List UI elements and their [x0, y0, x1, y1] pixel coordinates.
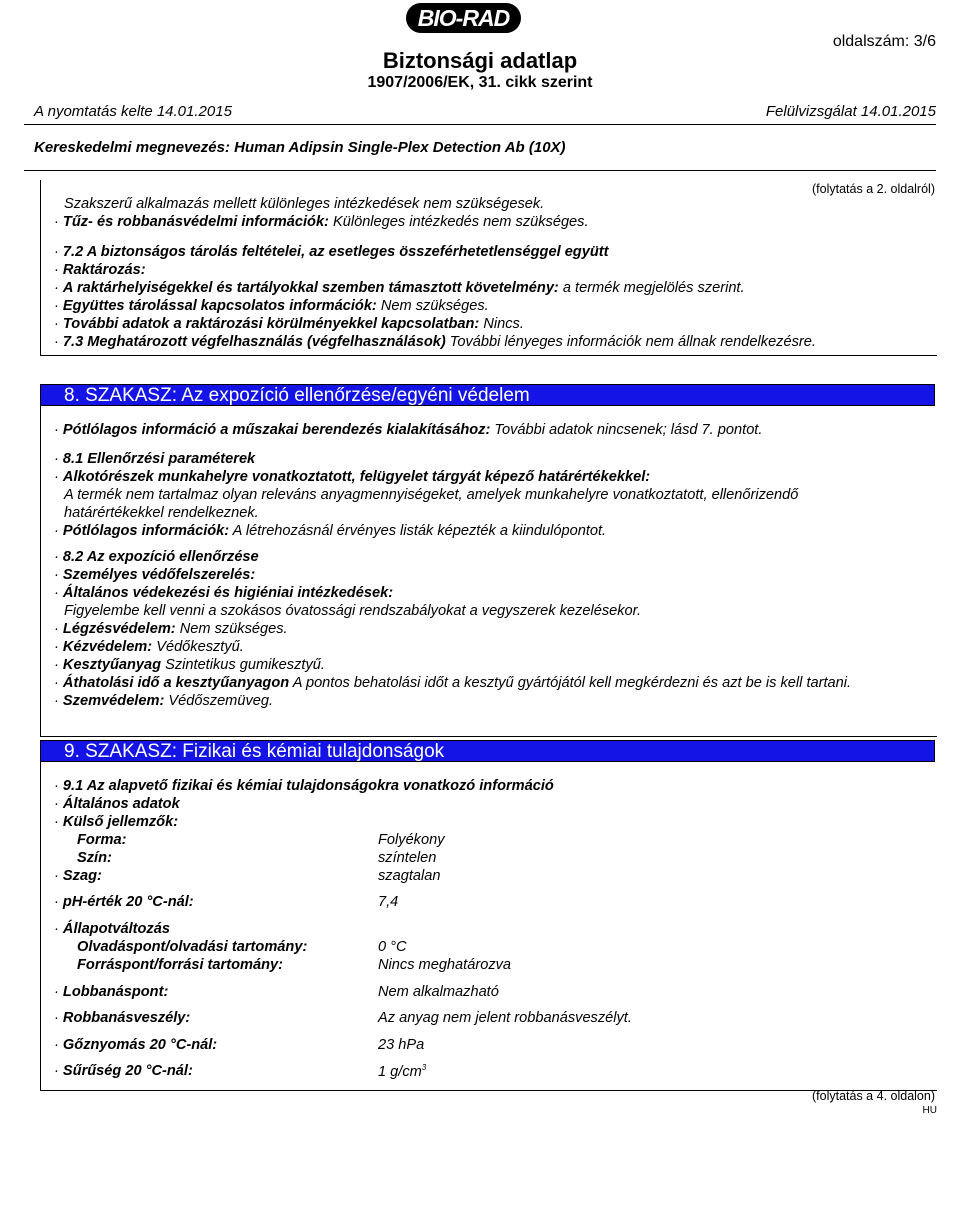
goz-value: 23 hPa	[378, 1037, 425, 1053]
allapot-label: · Állapotváltozás	[54, 921, 170, 937]
sec7-heading-7-2: · 7.2 A biztonságos tárolás feltételei, az esetleges összeférhetetlenséggel együtt	[54, 244, 609, 260]
sec7-line-7: · További adatok a raktározási körülményekkel kapcsolatban: Nincs.	[54, 316, 524, 332]
sec8-heading-8-1: · 8.1 Ellenőrzési paraméterek	[54, 451, 256, 467]
sec7-line-1: Szakszerű alkalmazás mellett különleges intézkedések nem szükségesek.	[64, 196, 545, 212]
trade-divider	[24, 170, 936, 171]
szin-label: Szín:	[77, 850, 112, 866]
goz-label: · Gőznyomás 20 °C-nál:	[54, 1037, 218, 1053]
page-number: oldalszám: 3/6	[832, 33, 936, 50]
header-divider	[24, 124, 936, 125]
forras-value: Nincs meghatározva	[378, 957, 512, 973]
continued-to: (folytatás a 4. oldalon)	[812, 1089, 935, 1103]
robban-label: · Robbanásveszély:	[54, 1010, 191, 1026]
szag-value: szagtalan	[378, 868, 441, 884]
sec8-line-1: · Pótlólagos információ a műszakai berendezés kialakításához: További adatok nincsenek; lásd 7. pontot.	[54, 422, 763, 438]
sec8-line-6: · Pótlólagos információk: A létrehozásnál érvényes listák képezték a kiindulópontot.	[54, 523, 607, 539]
suru-label: · Sűrűség 20 °C-nál:	[54, 1063, 193, 1079]
forras-label: Forráspont/forrási tartomány:	[77, 957, 283, 973]
olvad-label: Olvadáspont/olvadási tartomány:	[77, 939, 308, 955]
language-code: HU	[922, 1105, 937, 1116]
sec7-line-4: · Raktározás:	[54, 262, 146, 278]
bio-rad-logo: BIO-RAD	[406, 3, 521, 33]
print-date: A nyomtatás kelte 14.01.2015	[34, 103, 232, 120]
sec9-line-2: · Általános adatok	[54, 796, 180, 812]
sec8-line-14: · Áthatolási idő a kesztyűanyagon A pontos behatolási időt a kesztyű gyártójától kell megkérdezni és azt be is kell tartani.	[54, 675, 852, 691]
document-subtitle: 1907/2006/EK, 31. cikk szerint	[367, 74, 593, 91]
forma-value: Folyékony	[378, 832, 445, 848]
document-title: Biztonsági adatlap	[382, 48, 578, 73]
robban-value: Az anyag nem jelent robbanásveszélyt.	[378, 1010, 632, 1026]
trade-name: Kereskedelmi megnevezés: Human Adipsin Single-Plex Detection Ab (10X)	[34, 139, 566, 156]
section-8-title: 8. SZAKASZ: Az expozíció ellenőrzése/egyéni védelem	[40, 384, 935, 406]
sec7-line-6: · Együttes tárolással kapcsolatos információk: Nem szükséges.	[54, 298, 489, 314]
sec9-line-3: · Külső jellemzők:	[54, 814, 179, 830]
continued-from: (folytatás a 2. oldalról)	[812, 182, 935, 196]
sec8-line-11: · Légzésvédelem: Nem szükséges.	[54, 621, 288, 637]
sec8-line-5: határértékekkel rendelkeznek.	[64, 505, 259, 521]
sec8-line-3: · Alkotórészek munkahelyre vonatkoztatott, felügyelet tárgyát képező határértékekkel:	[54, 469, 651, 485]
lobban-value: Nem alkalmazható	[378, 984, 499, 1000]
sec9-heading-9-1: · 9.1 Az alapvető fizikai és kémiai tulajdonságokra vonatkozó információ	[54, 778, 554, 794]
section-9-title: 9. SZAKASZ: Fizikai és kémiai tulajdonságok	[40, 740, 935, 762]
ph-value: 7,4	[378, 894, 399, 910]
sec8-line-15: · Szemvédelem: Védőszemüveg.	[54, 693, 274, 709]
sec8-line-9: · Általános védekezési és higiéniai intézkedések:	[54, 585, 394, 601]
sec8-line-4: A termék nem tartalmaz olyan releváns anyagmennyiségeket, amelyek munkahelyre vonatkoztatott, ellenőrizendő	[64, 487, 799, 503]
sec7-line-2: · Tűz- és robbanásvédelmi információk: Különleges intézkedés nem szükséges.	[54, 214, 589, 230]
sec8-line-10: Figyelembe kell venni a szokásos óvatossági rendszabályokat a vegyszerek kezelésekor.	[64, 603, 642, 619]
revision-date: Felülvizsgálat 14.01.2015	[765, 103, 936, 120]
forma-label: Forma:	[77, 832, 127, 848]
sec8-line-8: · Személyes védőfelszerelés:	[54, 567, 256, 583]
szin-value: színtelen	[378, 850, 437, 866]
ph-label: · pH-érték 20 °C-nál:	[54, 894, 194, 910]
suru-value: 1 $g/cm^3$	[378, 1063, 427, 1080]
sec8-line-13: · Kesztyűanyag Szintetikus gumikesztyű.	[54, 657, 325, 673]
lobban-label: · Lobbanáspont:	[54, 984, 169, 1000]
olvad-value: 0 °C	[378, 939, 407, 955]
szag-label: · Szag:	[54, 868, 102, 884]
sec8-line-12: · Kézvédelem: Védőkesztyű.	[54, 639, 244, 655]
sec7-heading-7-3: · 7.3 Meghatározott végfelhasználás (végfelhasználások) További lényeges információk nem állnak rendelkezésre.	[54, 334, 816, 350]
sec7-line-5: · A raktárhelyiségekkel és tartályokkal szemben támasztott követelmény: a termék megjelölés szerint.	[54, 280, 745, 296]
sec8-heading-8-2: · 8.2 Az expozíció ellenőrzése	[54, 549, 259, 565]
